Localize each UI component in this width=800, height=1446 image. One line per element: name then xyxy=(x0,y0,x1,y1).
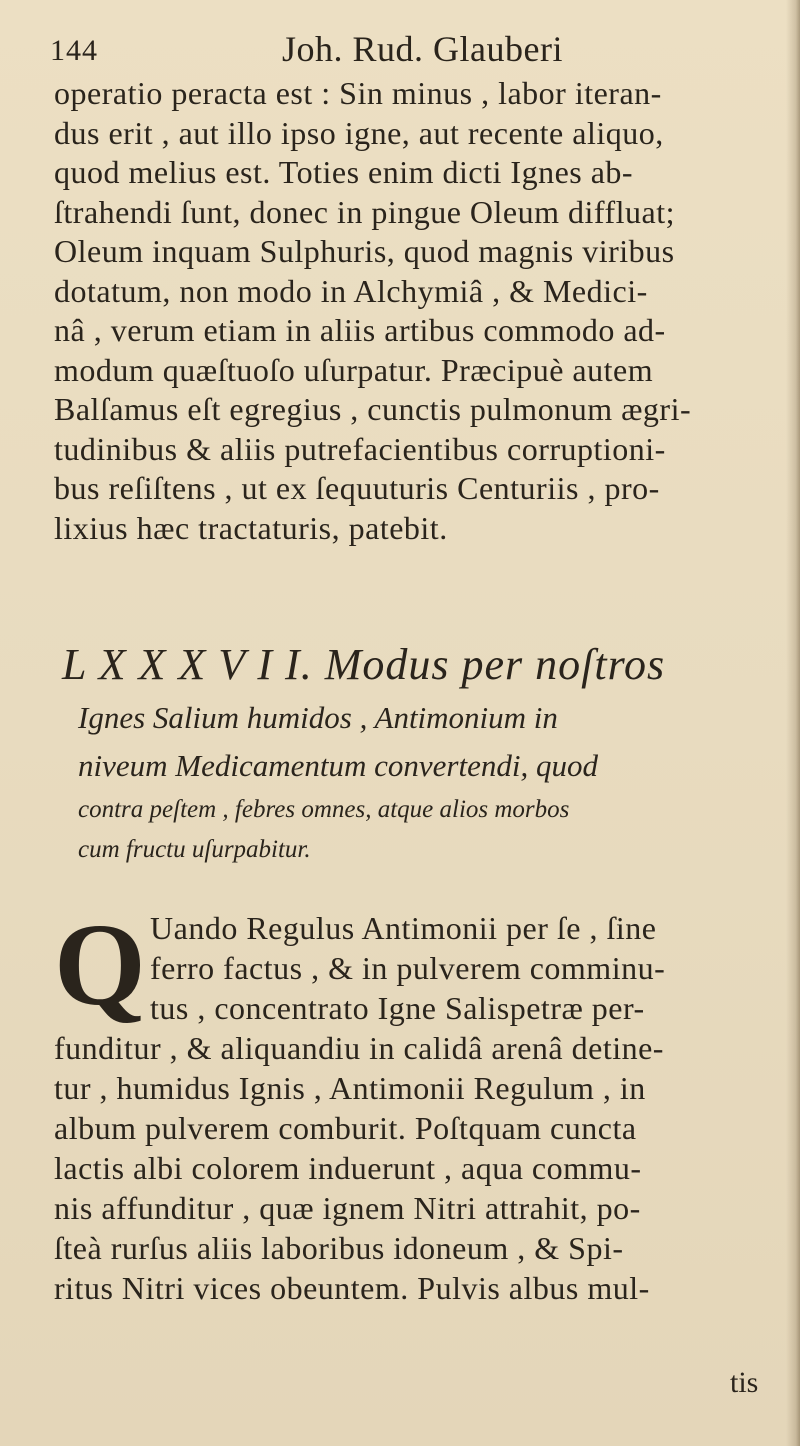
section-subtitle-line: niveum Medicamentum convertendi, quod xyxy=(78,748,598,783)
drop-cap-initial: Q xyxy=(54,899,147,1030)
catchword: tis xyxy=(730,1366,759,1399)
text-line: ſteà rurſus aliis laboribus idoneum , & Spi- xyxy=(54,1230,624,1266)
text-line: tus , concentrato Igne Salispetræ per- xyxy=(150,990,645,1026)
body-text xyxy=(54,74,774,548)
text-line: dus erit , aut illo ipso igne, aut recente aliquo, xyxy=(54,114,664,151)
text-line: dotatum, non modo in Alchymiâ , & Medici- xyxy=(54,272,648,309)
page-header xyxy=(50,24,750,74)
text-line: modum quæſtuoſo uſurpatur. Præcipuè autem xyxy=(54,351,654,388)
section-subtitle-line: Ignes Salium humidos , Antimonium in xyxy=(78,700,558,735)
text-line: tur , humidus Ignis , Antimonii Regulum , in xyxy=(54,1070,646,1106)
text-line: Oleum inquam Sulphuris, quod magnis viribus xyxy=(54,233,675,269)
text-line: Balſamus eſt egregius , cunctis pulmonum ægri- xyxy=(54,391,692,427)
paragraph xyxy=(54,899,774,1308)
text-line: tudinibus & aliis putrefacientibus corruptioni- xyxy=(54,430,666,467)
running-head: Joh. Rud. Glauberi xyxy=(282,29,563,69)
section-title: L X X X V I I. Modus per noſtros xyxy=(62,640,666,689)
text-line: ritus Nitri vices obeuntem. Pulvis albus mul- xyxy=(54,1270,650,1306)
text-line: operatio peracta est : Sin minus , labor iteran- xyxy=(54,75,662,111)
text-line: ſtrahendi ſunt, donec in pingue Oleum diffluat; xyxy=(54,193,675,230)
text-line: nis affunditur , quæ ignem Nitri attrahit, po- xyxy=(54,1190,641,1226)
text-line: bus reſiſtens , ut ex ſequuturis Centuriis , pro- xyxy=(54,470,660,506)
text-line: funditur , & aliquandiu in calidâ arenâ detine- xyxy=(54,1030,664,1066)
text-line: album pulverem comburit. Poſtquam cuncta xyxy=(54,1110,637,1146)
text-line: lixius hæc tractaturis, patebit. xyxy=(54,509,448,546)
text-line: Uando Regulus Antimonii per ſe , ſine xyxy=(150,910,657,946)
text-line: quod melius est. Toties enim dicti Ignes ab- xyxy=(54,154,634,190)
text-line: ferro factus , & in pulverem comminu- xyxy=(150,950,666,986)
section-small-line: cum fructu uſurpabitur. xyxy=(78,836,311,863)
section-small-line: contra peſtem , febres omnes, atque alios morbos xyxy=(78,796,570,823)
text-line: nâ , verum etiam in aliis artibus commodo ad- xyxy=(54,312,666,348)
text-line: lactis albi colorem induerunt , aqua commu- xyxy=(54,1150,642,1186)
page-number: 144 xyxy=(50,34,98,67)
section-heading xyxy=(54,636,784,870)
page-edge-shadow xyxy=(786,0,800,1446)
